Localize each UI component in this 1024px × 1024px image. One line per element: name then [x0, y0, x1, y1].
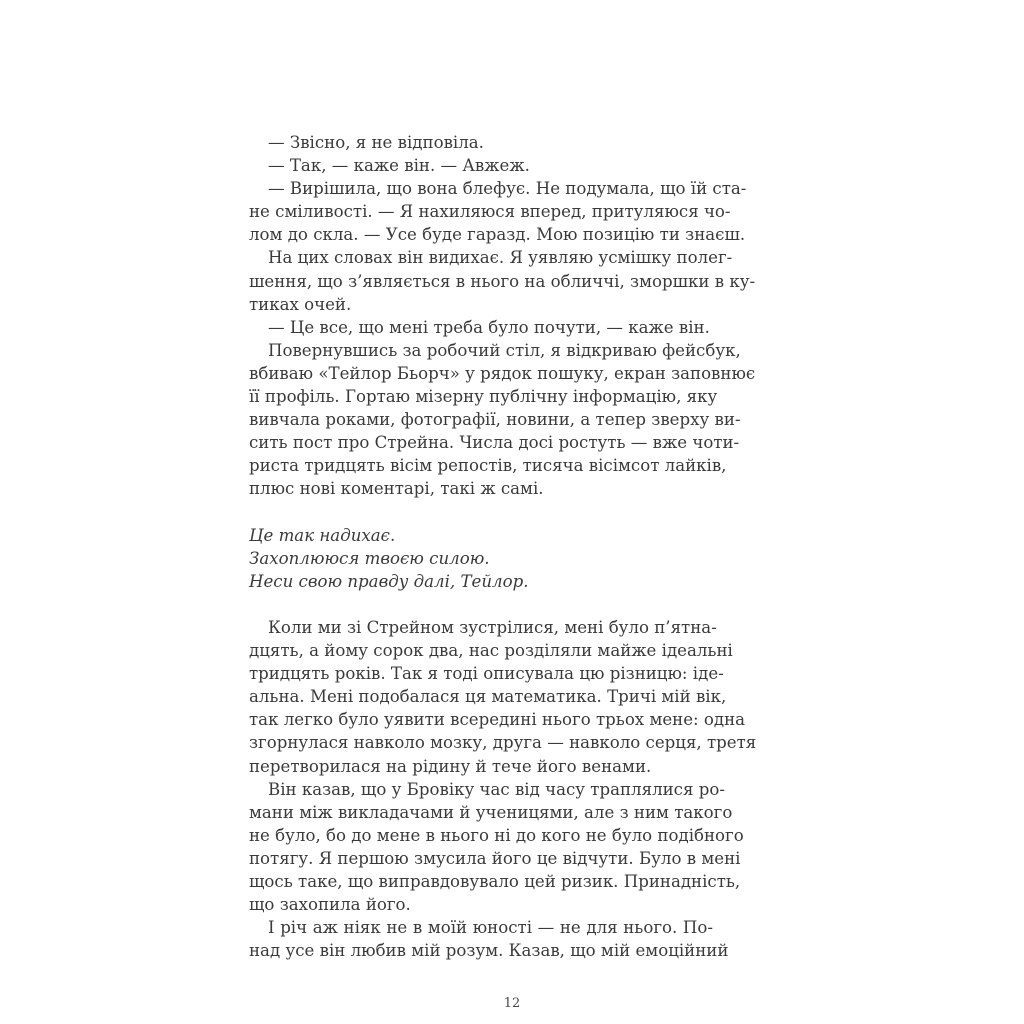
text-line: І річ аж ніяк не в моїй юності — не для нього. По- [268, 918, 713, 938]
text-line: вивчала роками, фотографії, новини, а тепер зверху ви- [249, 410, 741, 430]
text-line: Коли ми зі Стрейном зустрілися, мені було п’ятна- [268, 617, 717, 637]
paragraph [249, 339, 756, 501]
text-line: плюс нові коментарі, такі ж самі. [249, 479, 544, 499]
paragraph [249, 778, 744, 917]
text-line: щось таке, що виправдовувало цей ризик. Принадність, [249, 872, 741, 891]
text-line: потягу. Я першою змусила його це відчути. Було в мені [249, 848, 741, 868]
quoted-comments [249, 524, 713, 593]
text-line: що захопила його. [249, 895, 411, 915]
text-line: Повернувшись за робочий стіл, я відкриваю фейсбук, [268, 340, 741, 360]
text-line: перетворилася на рідину й тече його венами. [249, 756, 652, 776]
text-line: вбиваю «Тейлор Бьорч» у рядок пошуку, екран заповнює [249, 363, 756, 383]
text-line: сить пост про Стрейна. Числа досі ростуть — вже чоти- [249, 433, 740, 453]
text-line: — Звісно, я не відповіла. [268, 133, 484, 152]
text-line: так легко було уявити всередині нього трьох мене: одна [249, 710, 746, 730]
text-line: її профіль. Гортаю мізерну публічну інформацію, яку [249, 387, 718, 407]
text-line: риста тридцять вісім репостів, тисяча вісімсот лайків, [249, 456, 727, 476]
paragraph [249, 616, 757, 778]
text-line: шення, що з’являється в нього на обличчі, зморшки в ку- [249, 271, 756, 291]
paragraph [249, 246, 756, 315]
text-line: мани між викладачами й ученицями, але з ним такого [249, 802, 733, 822]
paragraph [249, 316, 713, 339]
comment-line: Неси свою правду далі, Тейлор. [249, 571, 529, 591]
paragraph [249, 131, 713, 154]
text-line: над усе він любив мій розум. Казав, що мій емоційний [249, 941, 729, 961]
comment-line: Це так надихає. [249, 525, 396, 545]
text-line: дцять, а йому сорок два, нас розділяли майже ідеальні [249, 641, 733, 661]
text-line: тридцять років. Так я тоді описувала цю різницю: іде- [249, 664, 724, 684]
text-line: не сміливості. — Я нахиляюся вперед, притуляюся чо- [249, 202, 731, 222]
text-line: Він казав, що у Бровіку час від часу траплялися ро- [268, 779, 725, 799]
paragraph [249, 916, 729, 962]
text-line: На цих словах він видихає. Я уявляю усмішку полег- [268, 248, 733, 268]
paragraph [249, 154, 713, 177]
text-line: — Вирішила, що вона блефує. Не подумала, що їй ста- [268, 179, 747, 199]
body-text [249, 131, 757, 962]
text-line: — Це все, що мені треба було почути, — каже він. [268, 317, 710, 337]
text-line: згорнулася навколо мозку, друга — навколо серця, третя [249, 733, 757, 753]
paragraph [249, 177, 747, 246]
text-line: лом до скла. — Усе буде гаразд. Мою позицію ти знаєш. [249, 225, 746, 245]
text-line: — Так, — каже він. — Авжеж. [268, 156, 530, 176]
page-number: 12 [503, 996, 521, 1011]
text-line: тиках очей. [249, 294, 352, 314]
text-line: не було, бо до мене в нього ні до кого не було подібного [249, 825, 744, 845]
comment-line: Захоплююся твоєю силою. [249, 548, 490, 568]
text-line: альна. Мені подобалася ця математика. Тричі мій вік, [249, 687, 727, 707]
